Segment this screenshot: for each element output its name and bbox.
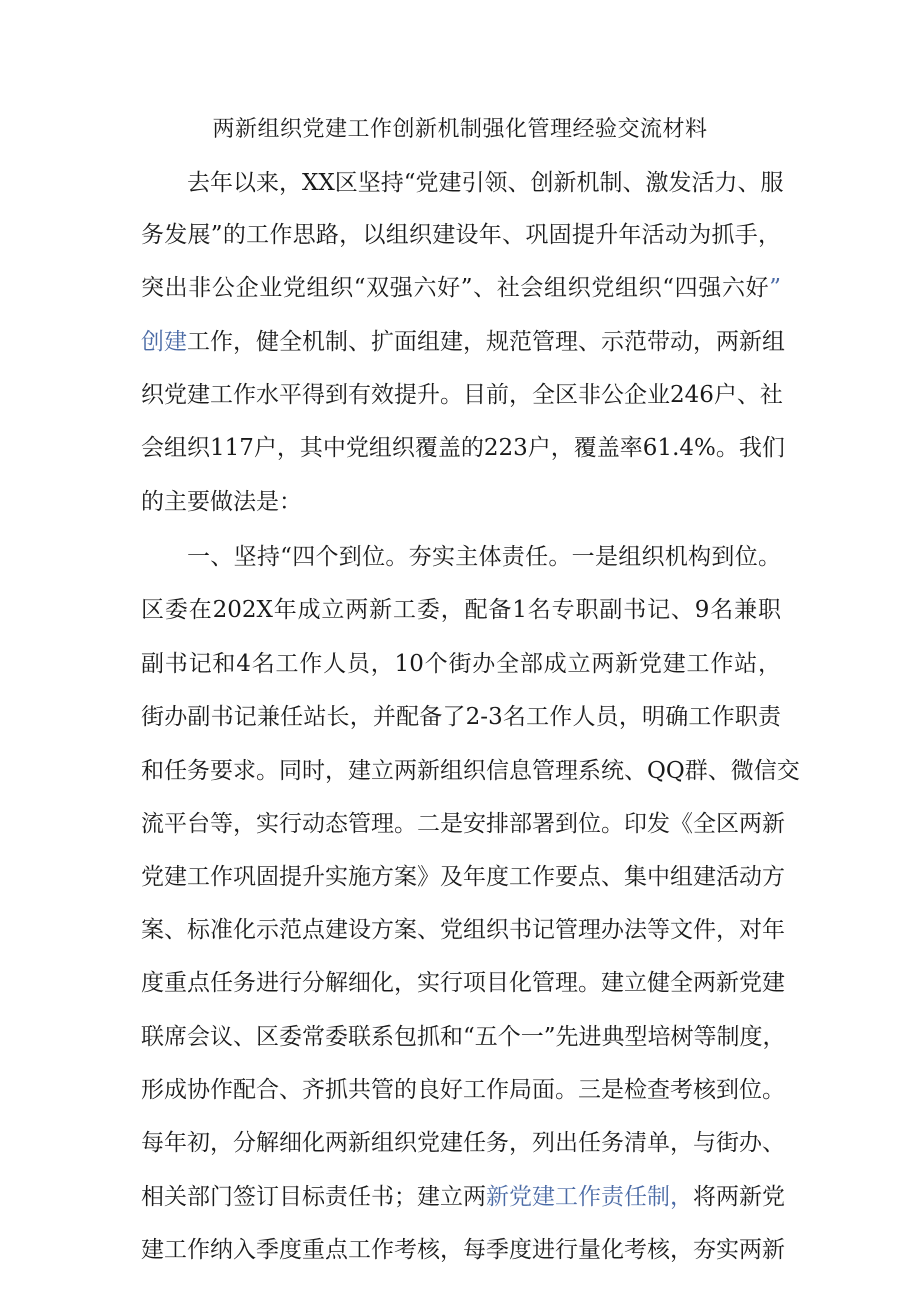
body-line [141,327,785,357]
body-text: 街办副书记兼任站长，并配备了2-3名工作人员，明确工作职责 [141,704,781,730]
body-text: 相关部门签订目标责任书；建立两 [141,1184,486,1210]
body-text: 每年初，分解细化两新组织党建任务，列出任务清单，与街办、 [141,1130,785,1156]
body-text: 务发展”的工作思路，以组织建设年、巩固提升年活动为抓手， [141,222,781,248]
body-text: 案、标准化示范点建设方案、党组织书记管理办法等文件，对年 [141,917,785,943]
body-line [141,273,781,303]
body-line [141,915,785,945]
body-text: 的主要做法是： [141,489,302,515]
body-text: 将两新党 [693,1184,785,1210]
body-line [141,380,781,410]
body-text: 度重点任务进行分解细化，实行项目化管理。建立健全两新党建 [141,970,785,996]
body-line [141,702,781,732]
body-line [141,756,800,786]
body-line [141,487,781,517]
body-text: 突出非公企业党组织“双强六好”、社会组织党组织“四强六好 [141,275,770,301]
body-line [187,168,784,198]
body-text: 和任务要求。同时，建立两新组织信息管理系统、QQ群、微信交 [141,758,800,784]
body-line [141,862,785,892]
body-line [141,1075,785,1105]
body-text: 一、坚持“四个到位。夯实主体责任。一是组织机构到位。 [187,544,781,570]
body-text: 党建工作巩固提升实施方案》及年度工作要点、集中组建活动方 [141,864,785,890]
body-line [141,649,781,679]
document-title: 两新组织党建工作创新机制强化管理经验交流材料 [212,117,708,142]
body-line [141,809,785,839]
body-line [141,1128,785,1158]
body-line [141,1235,785,1265]
highlighted-text: 新党建工作责任制， [486,1184,693,1210]
body-text: 联席会议、区委常委联系包抓和“五个一”先进典型培树等制度， [141,1024,786,1050]
body-text: 建工作纳入季度重点工作考核，每季度进行量化考核，夯实两新 [141,1237,785,1263]
body-text: 会组织117户，其中党组织覆盖的223户，覆盖率61.4%。我们 [141,435,785,461]
body-text: 区委在202X年成立两新工委，配备1名专职副书记、9名兼职 [141,597,781,623]
body-text: 织党建工作水平得到有效提升。目前，全区非公企业246户、社 [141,382,783,408]
body-text: 工作，健全机制、扩面组建，规范管理、示范带动，两新组 [187,329,785,355]
body-line [141,220,781,250]
body-text: 去年以来，XX区坚持“党建引领、创新机制、激发活力、服 [187,170,784,196]
body-line [141,1182,785,1212]
body-text: 形成协作配合、齐抓共管的良好工作局面。三是检查考核到位。 [141,1077,785,1103]
highlighted-text: 创建 [141,329,187,355]
body-line [187,542,781,572]
body-line [141,968,785,998]
highlighted-text: ” [769,275,781,301]
body-line [141,595,781,625]
body-line [141,1022,786,1052]
body-text: 副书记和4名工作人员，10个街办全部成立两新党建工作站， [141,651,781,677]
body-text: 流平台等，实行动态管理。二是安排部署到位。印发《全区两新 [141,811,785,837]
body-line [141,433,785,463]
